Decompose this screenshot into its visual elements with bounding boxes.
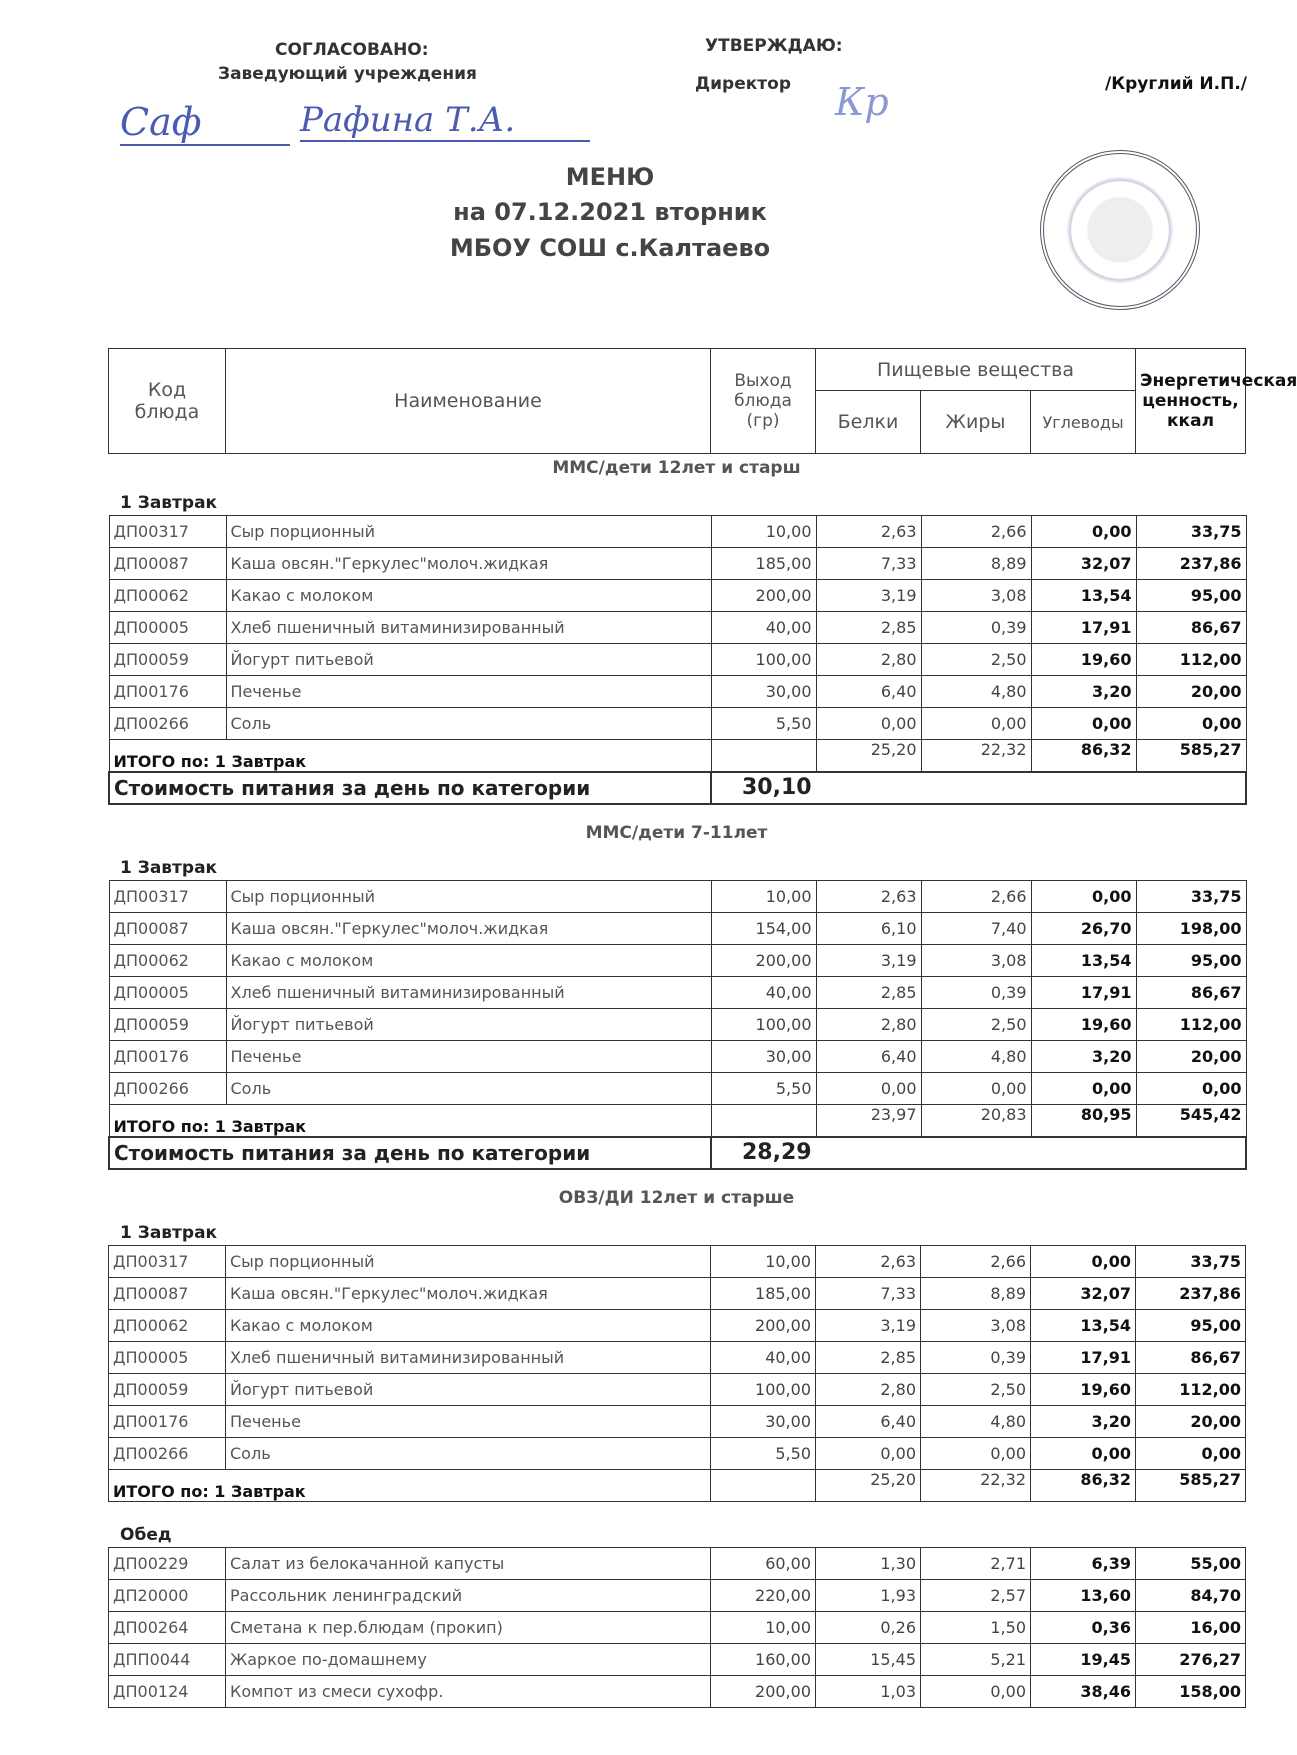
table-row [109,548,1246,580]
carbs: 17,91 [1031,1342,1136,1374]
total-value: 545,42 [1136,1105,1246,1137]
total-value: 22,32 [921,1470,1031,1502]
cost-value: 30,10 [711,772,1246,804]
table-row [109,1676,1246,1708]
protein: 2,85 [816,612,921,644]
carbs: 0,00 [1031,1073,1136,1105]
total-output [711,1105,816,1137]
cost-row [109,772,1246,804]
fat: 2,66 [921,881,1031,913]
dish-code: ДП00266 [109,1438,226,1470]
table-row [109,708,1246,740]
dish-name: Каша овсян."Геркулес"молоч.жидкая [226,1278,711,1310]
protein: 2,63 [816,881,921,913]
col-output: Выход блюда (гр) [711,349,816,454]
dish-name: Салат из белокачанной капусты [226,1548,711,1580]
carbs: 0,00 [1031,881,1136,913]
doc-date: на 07.12.2021 вторник [453,198,767,226]
dish-output: 10,00 [711,1612,816,1644]
fat: 3,08 [921,580,1031,612]
table-row [109,580,1246,612]
dish-code: ДП00005 [109,977,226,1009]
dish-output: 40,00 [711,612,816,644]
protein: 3,19 [816,580,921,612]
table-row [109,1580,1246,1612]
section-label: ОВЗ/ДИ 12лет и старше [558,1188,795,1208]
dish-code: ДП00062 [109,580,226,612]
fat: 3,08 [921,945,1031,977]
total-output [711,1470,816,1502]
protein: 7,33 [816,548,921,580]
dish-code: ДП00087 [109,1278,226,1310]
table-row [109,977,1246,1009]
dish-name: Жаркое по-домашнему [226,1644,711,1676]
energy: 95,00 [1136,945,1246,977]
cost-label: Стоимость питания за день по категории [109,1137,711,1169]
dish-code: ДП00229 [109,1548,226,1580]
carbs: 32,07 [1031,1278,1136,1310]
col-energy: Энергетическая ценность, ккал [1136,349,1246,454]
fat: 5,21 [921,1644,1031,1676]
carbs: 6,39 [1031,1548,1136,1580]
protein: 2,85 [816,1342,921,1374]
protein: 6,40 [816,676,921,708]
cost-label: Стоимость питания за день по категории [109,772,711,804]
carbs: 17,91 [1031,612,1136,644]
fat: 0,39 [921,977,1031,1009]
fat: 2,66 [921,516,1031,548]
table-row [109,1644,1246,1676]
energy: 95,00 [1136,580,1246,612]
dish-code: ДПП0044 [109,1644,226,1676]
carbs: 3,20 [1031,676,1136,708]
dish-output: 10,00 [711,516,816,548]
dish-output: 200,00 [711,1310,816,1342]
dish-output: 185,00 [711,1278,816,1310]
table-row [109,1310,1246,1342]
carbs: 13,54 [1031,945,1136,977]
dish-output: 154,00 [711,913,816,945]
doc-title: МЕНЮ [565,163,655,191]
dish-code: ДП00005 [109,1342,226,1374]
carbs: 38,46 [1031,1676,1136,1708]
total-label: ИТОГО по: 1 Завтрак [109,740,711,772]
col-fat: Жиры [921,391,1031,454]
fat: 2,71 [921,1548,1031,1580]
protein: 7,33 [816,1278,921,1310]
protein: 0,26 [816,1612,921,1644]
agreed-name: Рафина Т.А. [300,100,590,142]
energy: 198,00 [1136,913,1246,945]
dish-name: Какао с молоком [226,1310,711,1342]
dish-code: ДП00059 [109,1009,226,1041]
dish-name: Соль [226,1073,711,1105]
fat: 7,40 [921,913,1031,945]
carbs: 3,20 [1031,1041,1136,1073]
dish-code: ДП00176 [109,676,226,708]
menu-table [108,1245,1246,1502]
table-row [109,1073,1246,1105]
dish-name: Хлеб пшеничный витаминизированный [226,977,711,1009]
dish-name: Соль [226,708,711,740]
dish-output: 30,00 [711,1041,816,1073]
dish-output: 220,00 [711,1580,816,1612]
fat: 8,89 [921,1278,1031,1310]
total-output [711,740,816,772]
col-code: Код блюда [109,349,226,454]
fat: 2,57 [921,1580,1031,1612]
dish-output: 40,00 [711,1342,816,1374]
table-row [109,644,1246,676]
carbs: 26,70 [1031,913,1136,945]
total-value: 80,95 [1031,1105,1136,1137]
energy: 112,00 [1136,1374,1246,1406]
protein: 3,19 [816,1310,921,1342]
dish-output: 30,00 [711,676,816,708]
total-row [109,1470,1246,1502]
fat: 0,39 [921,612,1031,644]
energy: 84,70 [1136,1580,1246,1612]
fat: 0,00 [921,1438,1031,1470]
dish-output: 200,00 [711,580,816,612]
dish-code: ДП20000 [109,1580,226,1612]
dish-output: 10,00 [711,1246,816,1278]
energy: 55,00 [1136,1548,1246,1580]
cost-value: 28,29 [711,1137,1246,1169]
dish-name: Сыр порционный [226,516,711,548]
dish-name: Соль [226,1438,711,1470]
energy: 276,27 [1136,1644,1246,1676]
director-signature: Кр [835,80,889,124]
meal-label: 1 Завтрак [120,858,218,878]
dish-code: ДП00176 [109,1041,226,1073]
total-value: 25,20 [816,740,921,772]
meal-label: 1 Завтрак [120,1223,218,1243]
dish-name: Каша овсян."Геркулес"молоч.жидкая [226,913,711,945]
dish-name: Йогурт питьевой [226,644,711,676]
total-value: 25,20 [816,1470,921,1502]
dish-name: Какао с молоком [226,580,711,612]
energy: 16,00 [1136,1612,1246,1644]
section-label: ММС/дети 7-11лет [585,823,768,843]
table-row [109,1278,1246,1310]
energy: 86,67 [1136,1342,1246,1374]
carbs: 13,60 [1031,1580,1136,1612]
dish-name: Компот из смеси сухофр. [226,1676,711,1708]
dish-name: Рассольник ленинградский [226,1580,711,1612]
protein: 6,10 [816,913,921,945]
carbs: 0,00 [1031,1246,1136,1278]
dish-output: 5,50 [711,708,816,740]
dish-name: Печенье [226,1041,711,1073]
dish-code: ДП00266 [109,708,226,740]
approve-name: /Круглий И.П./ [1105,74,1248,94]
dish-code: ДП00087 [109,548,226,580]
energy: 20,00 [1136,1406,1246,1438]
protein: 6,40 [816,1406,921,1438]
table-row [109,1548,1246,1580]
carbs: 0,00 [1031,516,1136,548]
total-label: ИТОГО по: 1 Завтрак [109,1105,711,1137]
energy: 237,86 [1136,548,1246,580]
table-row [109,1041,1246,1073]
carbs: 0,00 [1031,708,1136,740]
carbs: 13,54 [1031,580,1136,612]
protein: 2,80 [816,644,921,676]
total-value: 86,32 [1031,740,1136,772]
carbs: 17,91 [1031,977,1136,1009]
protein: 2,80 [816,1374,921,1406]
menu-table [108,880,1247,1170]
col-carbs: Углеводы [1031,391,1136,454]
dish-name: Какао с молоком [226,945,711,977]
protein: 1,03 [816,1676,921,1708]
dish-code: ДП00317 [109,1246,226,1278]
energy: 0,00 [1136,1438,1246,1470]
total-value: 22,32 [921,740,1031,772]
table-row [109,1438,1246,1470]
protein: 2,63 [816,1246,921,1278]
dish-output: 5,50 [711,1438,816,1470]
protein: 3,19 [816,945,921,977]
dish-code: ДП00266 [109,1073,226,1105]
dish-code: ДП00176 [109,1406,226,1438]
protein: 2,63 [816,516,921,548]
table-row [109,612,1246,644]
total-row [109,740,1246,772]
table-row [109,1406,1246,1438]
dish-code: ДП00059 [109,644,226,676]
table-row [109,1246,1246,1278]
col-nutrients: Пищевые вещества [816,349,1136,391]
table-row [109,1342,1246,1374]
dish-code: ДП00124 [109,1676,226,1708]
dish-name: Хлеб пшеничный витаминизированный [226,612,711,644]
section-label: ММС/дети 12лет и старш [552,458,801,478]
dish-name: Печенье [226,1406,711,1438]
fat: 0,39 [921,1342,1031,1374]
energy: 112,00 [1136,644,1246,676]
table-row [109,1009,1246,1041]
dish-output: 100,00 [711,644,816,676]
total-value: 23,97 [816,1105,921,1137]
menu-table [108,515,1247,805]
dish-code: ДП00059 [109,1374,226,1406]
energy: 20,00 [1136,1041,1246,1073]
total-value: 20,83 [921,1105,1031,1137]
energy: 33,75 [1136,881,1246,913]
dish-name: Сыр порционный [226,1246,711,1278]
table-row [109,913,1246,945]
dish-output: 30,00 [711,1406,816,1438]
dish-code: ДП00264 [109,1612,226,1644]
energy: 20,00 [1136,676,1246,708]
energy: 86,67 [1136,612,1246,644]
dish-code: ДП00317 [109,516,226,548]
dish-output: 40,00 [711,977,816,1009]
dish-output: 160,00 [711,1644,816,1676]
carbs: 32,07 [1031,548,1136,580]
energy: 0,00 [1136,1073,1246,1105]
meal-label: Обед [120,1525,172,1545]
dish-code: ДП00062 [109,1310,226,1342]
col-protein: Белки [816,391,921,454]
protein: 15,45 [816,1644,921,1676]
fat: 0,00 [921,1676,1031,1708]
dish-name: Хлеб пшеничный витаминизированный [226,1342,711,1374]
energy: 158,00 [1136,1676,1246,1708]
fat: 0,00 [921,708,1031,740]
meal-label: 1 Завтрак [120,493,218,513]
col-name: Наименование [226,349,711,454]
fat: 2,50 [921,1374,1031,1406]
table-row [109,676,1246,708]
dish-output: 100,00 [711,1009,816,1041]
carbs: 0,00 [1031,1438,1136,1470]
doc-school: МБОУ СОШ с.Калтаево [449,234,771,262]
dish-output: 10,00 [711,881,816,913]
agreed-role: Заведующий учреждения [218,64,477,84]
energy: 86,67 [1136,977,1246,1009]
cost-row [109,1137,1246,1169]
agreed-signature: Саф [120,100,290,146]
table-row [109,1374,1246,1406]
table-header [108,348,1297,454]
energy: 112,00 [1136,1009,1246,1041]
fat: 2,50 [921,644,1031,676]
fat: 4,80 [921,676,1031,708]
agreed-heading: СОГЛАСОВАНО: [275,40,429,60]
fat: 1,50 [921,1612,1031,1644]
dish-name: Сыр порционный [226,881,711,913]
energy: 237,86 [1136,1278,1246,1310]
energy: 95,00 [1136,1310,1246,1342]
protein: 0,00 [816,1438,921,1470]
total-value: 585,27 [1136,740,1246,772]
dish-code: ДП00317 [109,881,226,913]
approve-role: Директор [695,74,791,94]
dish-output: 185,00 [711,548,816,580]
total-value: 585,27 [1136,1470,1246,1502]
fat: 8,89 [921,548,1031,580]
dish-code: ДП00005 [109,612,226,644]
table-row [109,1612,1246,1644]
fat: 4,80 [921,1041,1031,1073]
protein: 6,40 [816,1041,921,1073]
carbs: 19,60 [1031,1374,1136,1406]
official-stamp [1040,150,1200,310]
fat: 2,50 [921,1009,1031,1041]
total-label: ИТОГО по: 1 Завтрак [109,1470,711,1502]
energy: 33,75 [1136,516,1246,548]
fat: 2,66 [921,1246,1031,1278]
approve-heading: УТВЕРЖДАЮ: [705,36,843,56]
total-row [109,1105,1246,1137]
carbs: 19,45 [1031,1644,1136,1676]
carbs: 3,20 [1031,1406,1136,1438]
protein: 0,00 [816,708,921,740]
table-row [109,516,1246,548]
energy: 0,00 [1136,708,1246,740]
dish-output: 200,00 [711,1676,816,1708]
protein: 0,00 [816,1073,921,1105]
menu-table [108,1547,1246,1708]
carbs: 19,60 [1031,644,1136,676]
carbs: 19,60 [1031,1009,1136,1041]
fat: 3,08 [921,1310,1031,1342]
fat: 4,80 [921,1406,1031,1438]
dish-name: Сметана к пер.блюдам (прокип) [226,1612,711,1644]
protein: 1,93 [816,1580,921,1612]
dish-output: 100,00 [711,1374,816,1406]
energy: 33,75 [1136,1246,1246,1278]
carbs: 0,36 [1031,1612,1136,1644]
dish-code: ДП00062 [109,945,226,977]
protein: 2,80 [816,1009,921,1041]
dish-output: 200,00 [711,945,816,977]
dish-output: 5,50 [711,1073,816,1105]
dish-name: Каша овсян."Геркулес"молоч.жидкая [226,548,711,580]
table-row [109,881,1246,913]
dish-output: 60,00 [711,1548,816,1580]
dish-name: Йогурт питьевой [226,1374,711,1406]
fat: 0,00 [921,1073,1031,1105]
dish-name: Печенье [226,676,711,708]
protein: 1,30 [816,1548,921,1580]
dish-name: Йогурт питьевой [226,1009,711,1041]
carbs: 13,54 [1031,1310,1136,1342]
protein: 2,85 [816,977,921,1009]
total-value: 86,32 [1031,1470,1136,1502]
table-row [109,945,1246,977]
dish-code: ДП00087 [109,913,226,945]
